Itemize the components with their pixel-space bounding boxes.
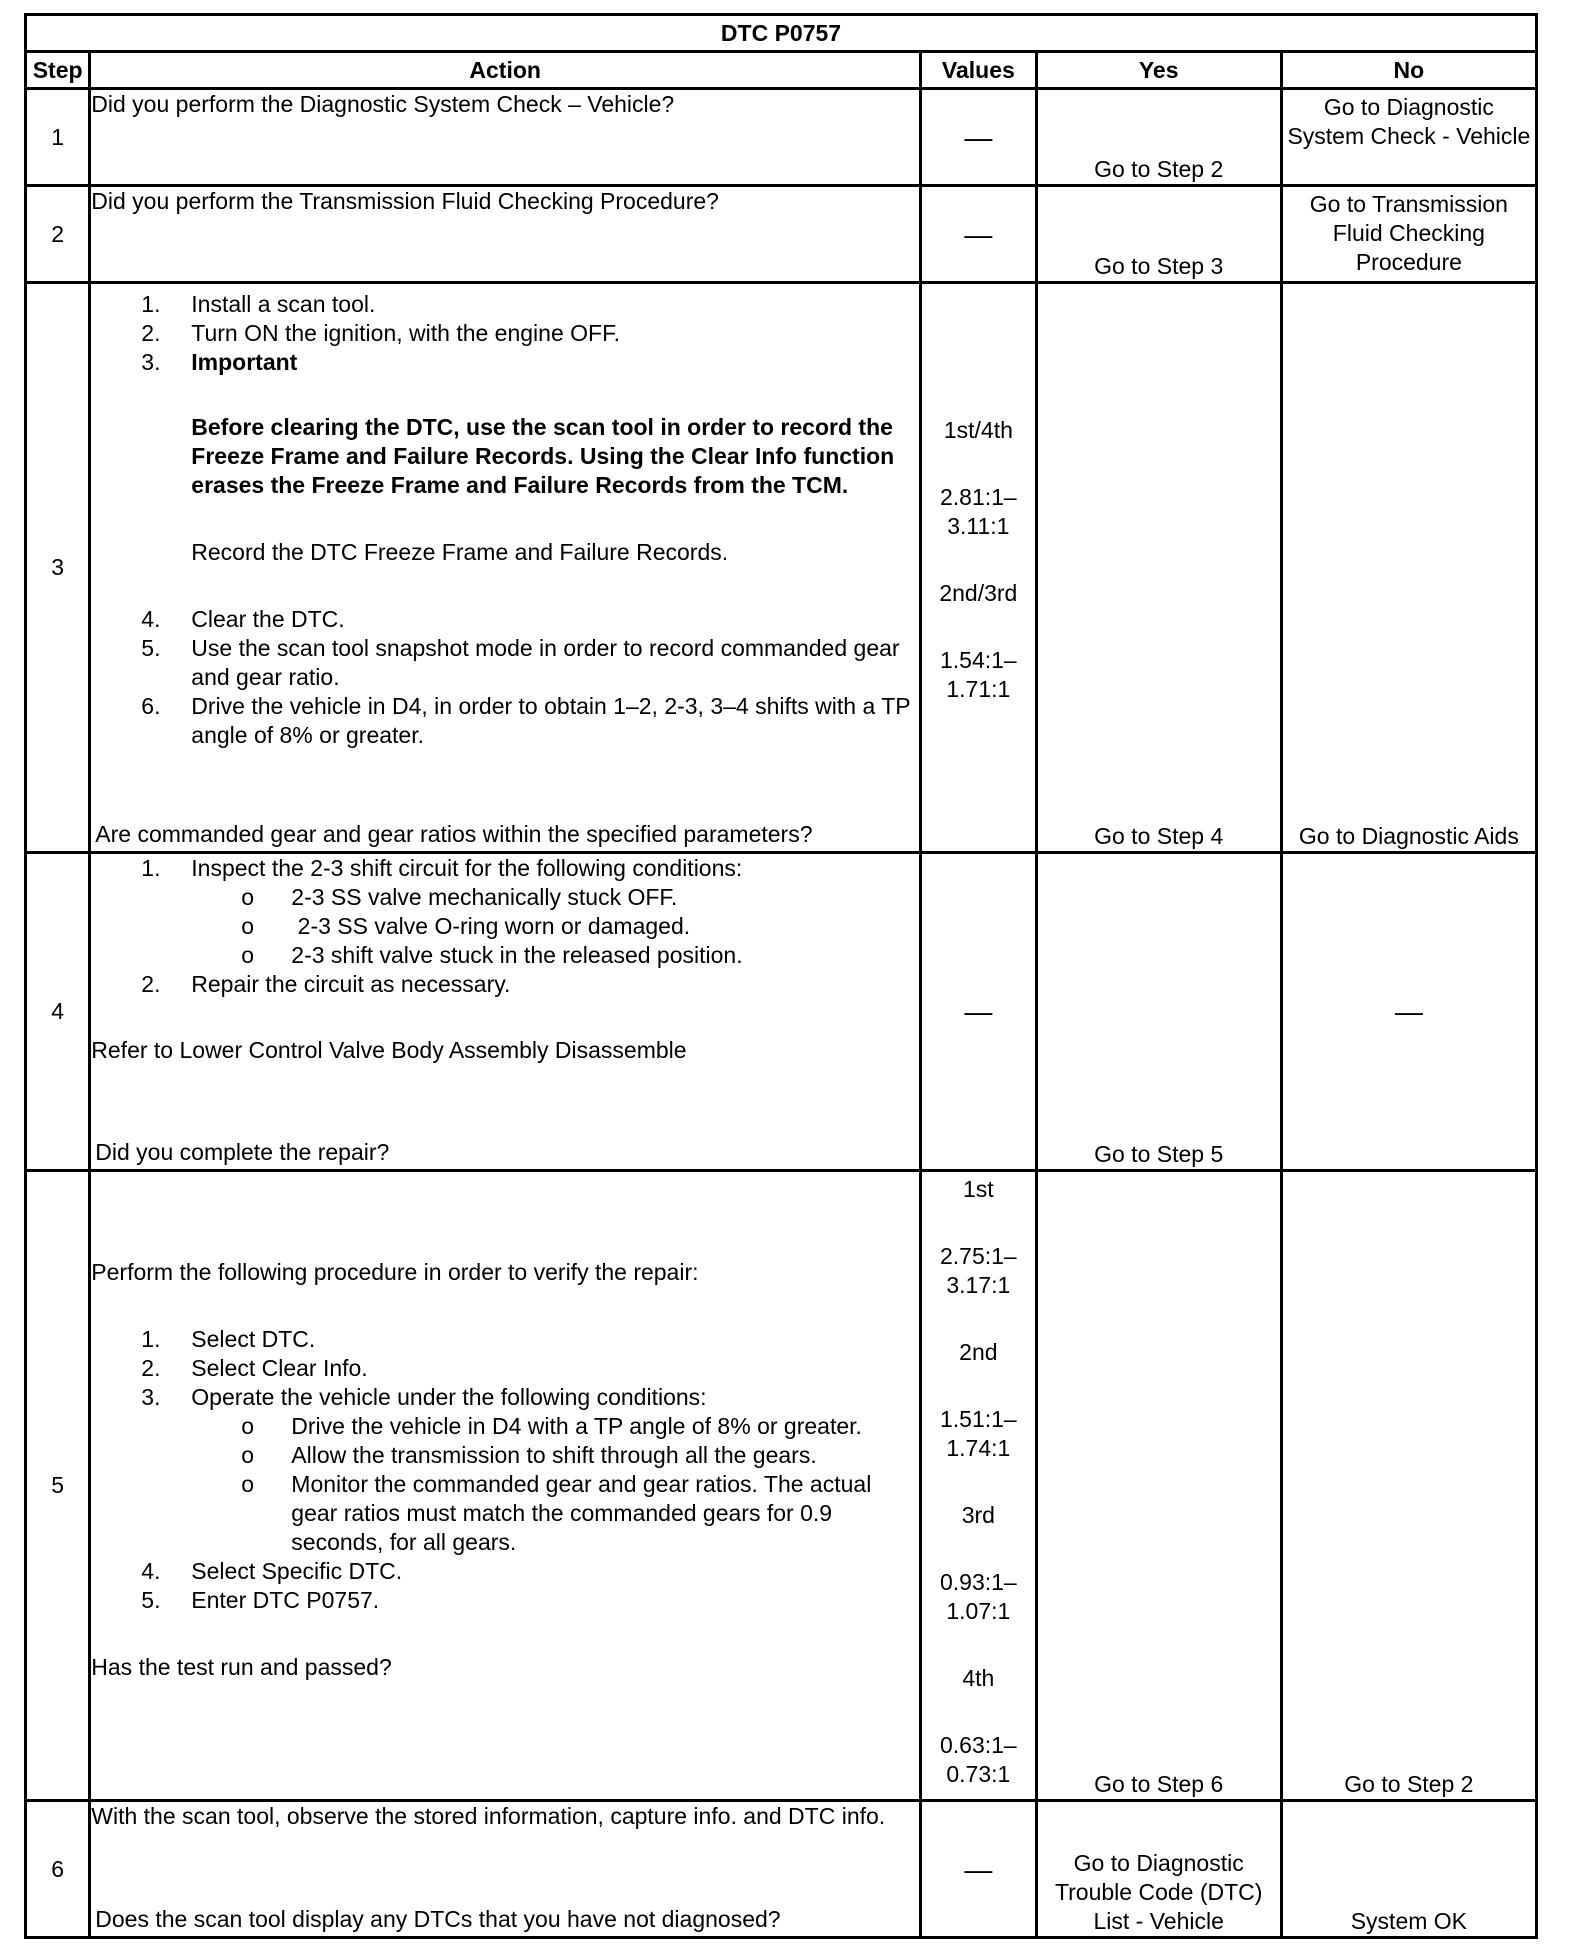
list-item: 1. Inspect the 2-3 shift circuit for the following conditions: o 2-3 SS valve mechanically stuck OFF. o 2-3 SS valve O-ring worn or damaged. o 2-3 shift valve stuck in the released position. [91,854,919,970]
yes-cell: Go to Step 2 [1036,89,1281,186]
header-action: Action [90,52,921,89]
table-row [26,853,1537,1171]
ratio-range: 0.63:1–0.73:1 [939,1732,1017,1787]
list-item: 1. Select DTC. [141,1326,316,1352]
gear-label: 4th [962,1665,995,1691]
action-cell [90,283,921,853]
gear-label: 1st [963,1176,994,1202]
step-question: Did you complete the repair? [95,1139,390,1165]
ratio-range: 1.54:1–1.71:1 [939,647,1017,702]
list-item: 2. Repair the circuit as necessary. [141,971,511,997]
step-number: 1 [26,89,90,186]
values-cell [921,283,1037,853]
refer-link: Refer to Lower Control Valve Body Assembly Disassemble [91,1037,687,1063]
yes-cell: Go to Step 6 [1036,1171,1281,1801]
ratio-range: 0.93:1–1.07:1 [939,1569,1017,1624]
list-item: 2. Select Clear Info. [141,1355,368,1381]
condition-list [91,883,919,970]
procedure-list [91,1325,919,1615]
header-values: Values [921,52,1037,89]
no-cell: Go to Diagnostic System Check - Vehicle [1281,89,1536,186]
step-question: Does the scan tool display any DTCs that you have not diagnosed? [95,1906,781,1932]
list-item: o Drive the vehicle in D4 with a TP angle of 8% or greater. [241,1413,862,1439]
step-question: Did you perform the Transmission Fluid Checking Procedure? [91,188,719,214]
step-number: 5 [26,1171,90,1801]
list-item: 3. Operate the vehicle under the following conditions: o Drive the vehicle in D4 with a TP angle of 8% or greater. o Allow the transmission to shift through all the gears. o Monitor the commanded gear and gear ratios. The actual gear ratios must match the commanded gears for 0.9 seconds, for all gears. [91,1383,919,1557]
important-label: Important [191,349,298,375]
action-cell [90,89,921,186]
yes-cell: Go to Step 4 [1036,283,1281,853]
yes-cell: Go to Step 3 [1036,186,1281,283]
list-item: 5. Use the scan tool snapshot mode in order to record commanded gear and gear ratio. [141,635,900,690]
record-text: Record the DTC Freeze Frame and Failure Records. [191,539,729,565]
procedure-list [91,290,919,377]
header-yes: Yes [1036,52,1281,89]
ratio-range: 2.75:1–3.17:1 [939,1243,1017,1298]
action-cell [90,853,921,1171]
values-cell: — [921,89,1037,186]
step-question: Are commanded gear and gear ratios within the specified parameters? [95,821,813,847]
gear-label: 2nd/3rd [939,580,1018,606]
action-cell [90,1171,921,1801]
list-item: 6. Drive the vehicle in D4, in order to obtain 1–2, 2-3, 3–4 shifts with a TP angle of 8% or greater. [141,693,911,748]
step-question: Did you perform the Diagnostic System Check – Vehicle? [91,91,675,117]
step-number: 3 [26,283,90,853]
list-item: 4. Select Specific DTC. [141,1558,403,1584]
table-row [26,1171,1537,1801]
gear-label: 1st/4th [943,417,1013,443]
procedure-list [91,854,919,999]
table-row [26,89,1537,186]
table-row [26,283,1537,853]
observe-text: With the scan tool, observe the stored information, capture info. and DTC info. [91,1803,886,1829]
list-item: o 2-3 shift valve stuck in the released position. [241,942,743,968]
step-number: 6 [26,1801,90,1938]
procedure-intro: Perform the following procedure in order to verify the repair: [91,1259,699,1285]
list-item: o Monitor the commanded gear and gear ratios. The actual gear ratios must match the commanded gears for 0.9 seconds, for all gears. [241,1471,872,1555]
yes-cell: Go to Diagnostic Trouble Code (DTC) List - Vehicle [1036,1801,1281,1938]
yes-cell: Go to Step 5 [1036,853,1281,1171]
condition-list [91,1412,919,1557]
no-cell: — [1281,853,1536,1171]
list-item: o 2-3 SS valve O-ring worn or damaged. [241,913,691,939]
procedure-list [91,605,919,750]
list-item: 1. Install a scan tool. [141,291,376,317]
ratio-range: 1.51:1–1.74:1 [939,1406,1017,1461]
action-cell [90,1801,921,1938]
no-cell: System OK [1281,1801,1536,1938]
no-cell: Go to Diagnostic Aids [1281,283,1536,853]
ratio-range: 2.81:1–3.11:1 [939,484,1017,539]
table-title: DTC P0757 [26,15,1537,52]
step-number: 4 [26,853,90,1171]
table-row [26,186,1537,283]
header-step: Step [26,52,90,89]
list-item: 5. Enter DTC P0757. [141,1587,380,1613]
dtc-table [24,13,1538,1939]
list-item: o 2-3 SS valve mechanically stuck OFF. [241,884,678,910]
gear-label: 2nd [959,1339,998,1365]
action-cell [90,186,921,283]
step-question: Has the test run and passed? [91,1654,392,1680]
important-note: Before clearing the DTC, use the scan tool in order to record the Freeze Frame and Failure Records. Using the Clear Info function erases the Freeze Frame and Failure Records from the TCM. [191,414,895,498]
values-cell: — [921,186,1037,283]
list-item: 2. Turn ON the ignition, with the engine OFF. [141,320,620,346]
values-cell: — [921,1801,1037,1938]
table-row [26,1801,1537,1938]
list-item: 4. Clear the DTC. [141,606,345,632]
values-cell [921,1171,1037,1801]
step-number: 2 [26,186,90,283]
header-no: No [1281,52,1536,89]
list-item: o Allow the transmission to shift through all the gears. [241,1442,817,1468]
no-cell: Go to Transmission Fluid Checking Procedure [1281,186,1536,283]
no-cell: Go to Step 2 [1281,1171,1536,1801]
gear-label: 3rd [961,1502,995,1528]
values-cell: — [921,853,1037,1171]
list-item: 3. Important [141,349,298,375]
